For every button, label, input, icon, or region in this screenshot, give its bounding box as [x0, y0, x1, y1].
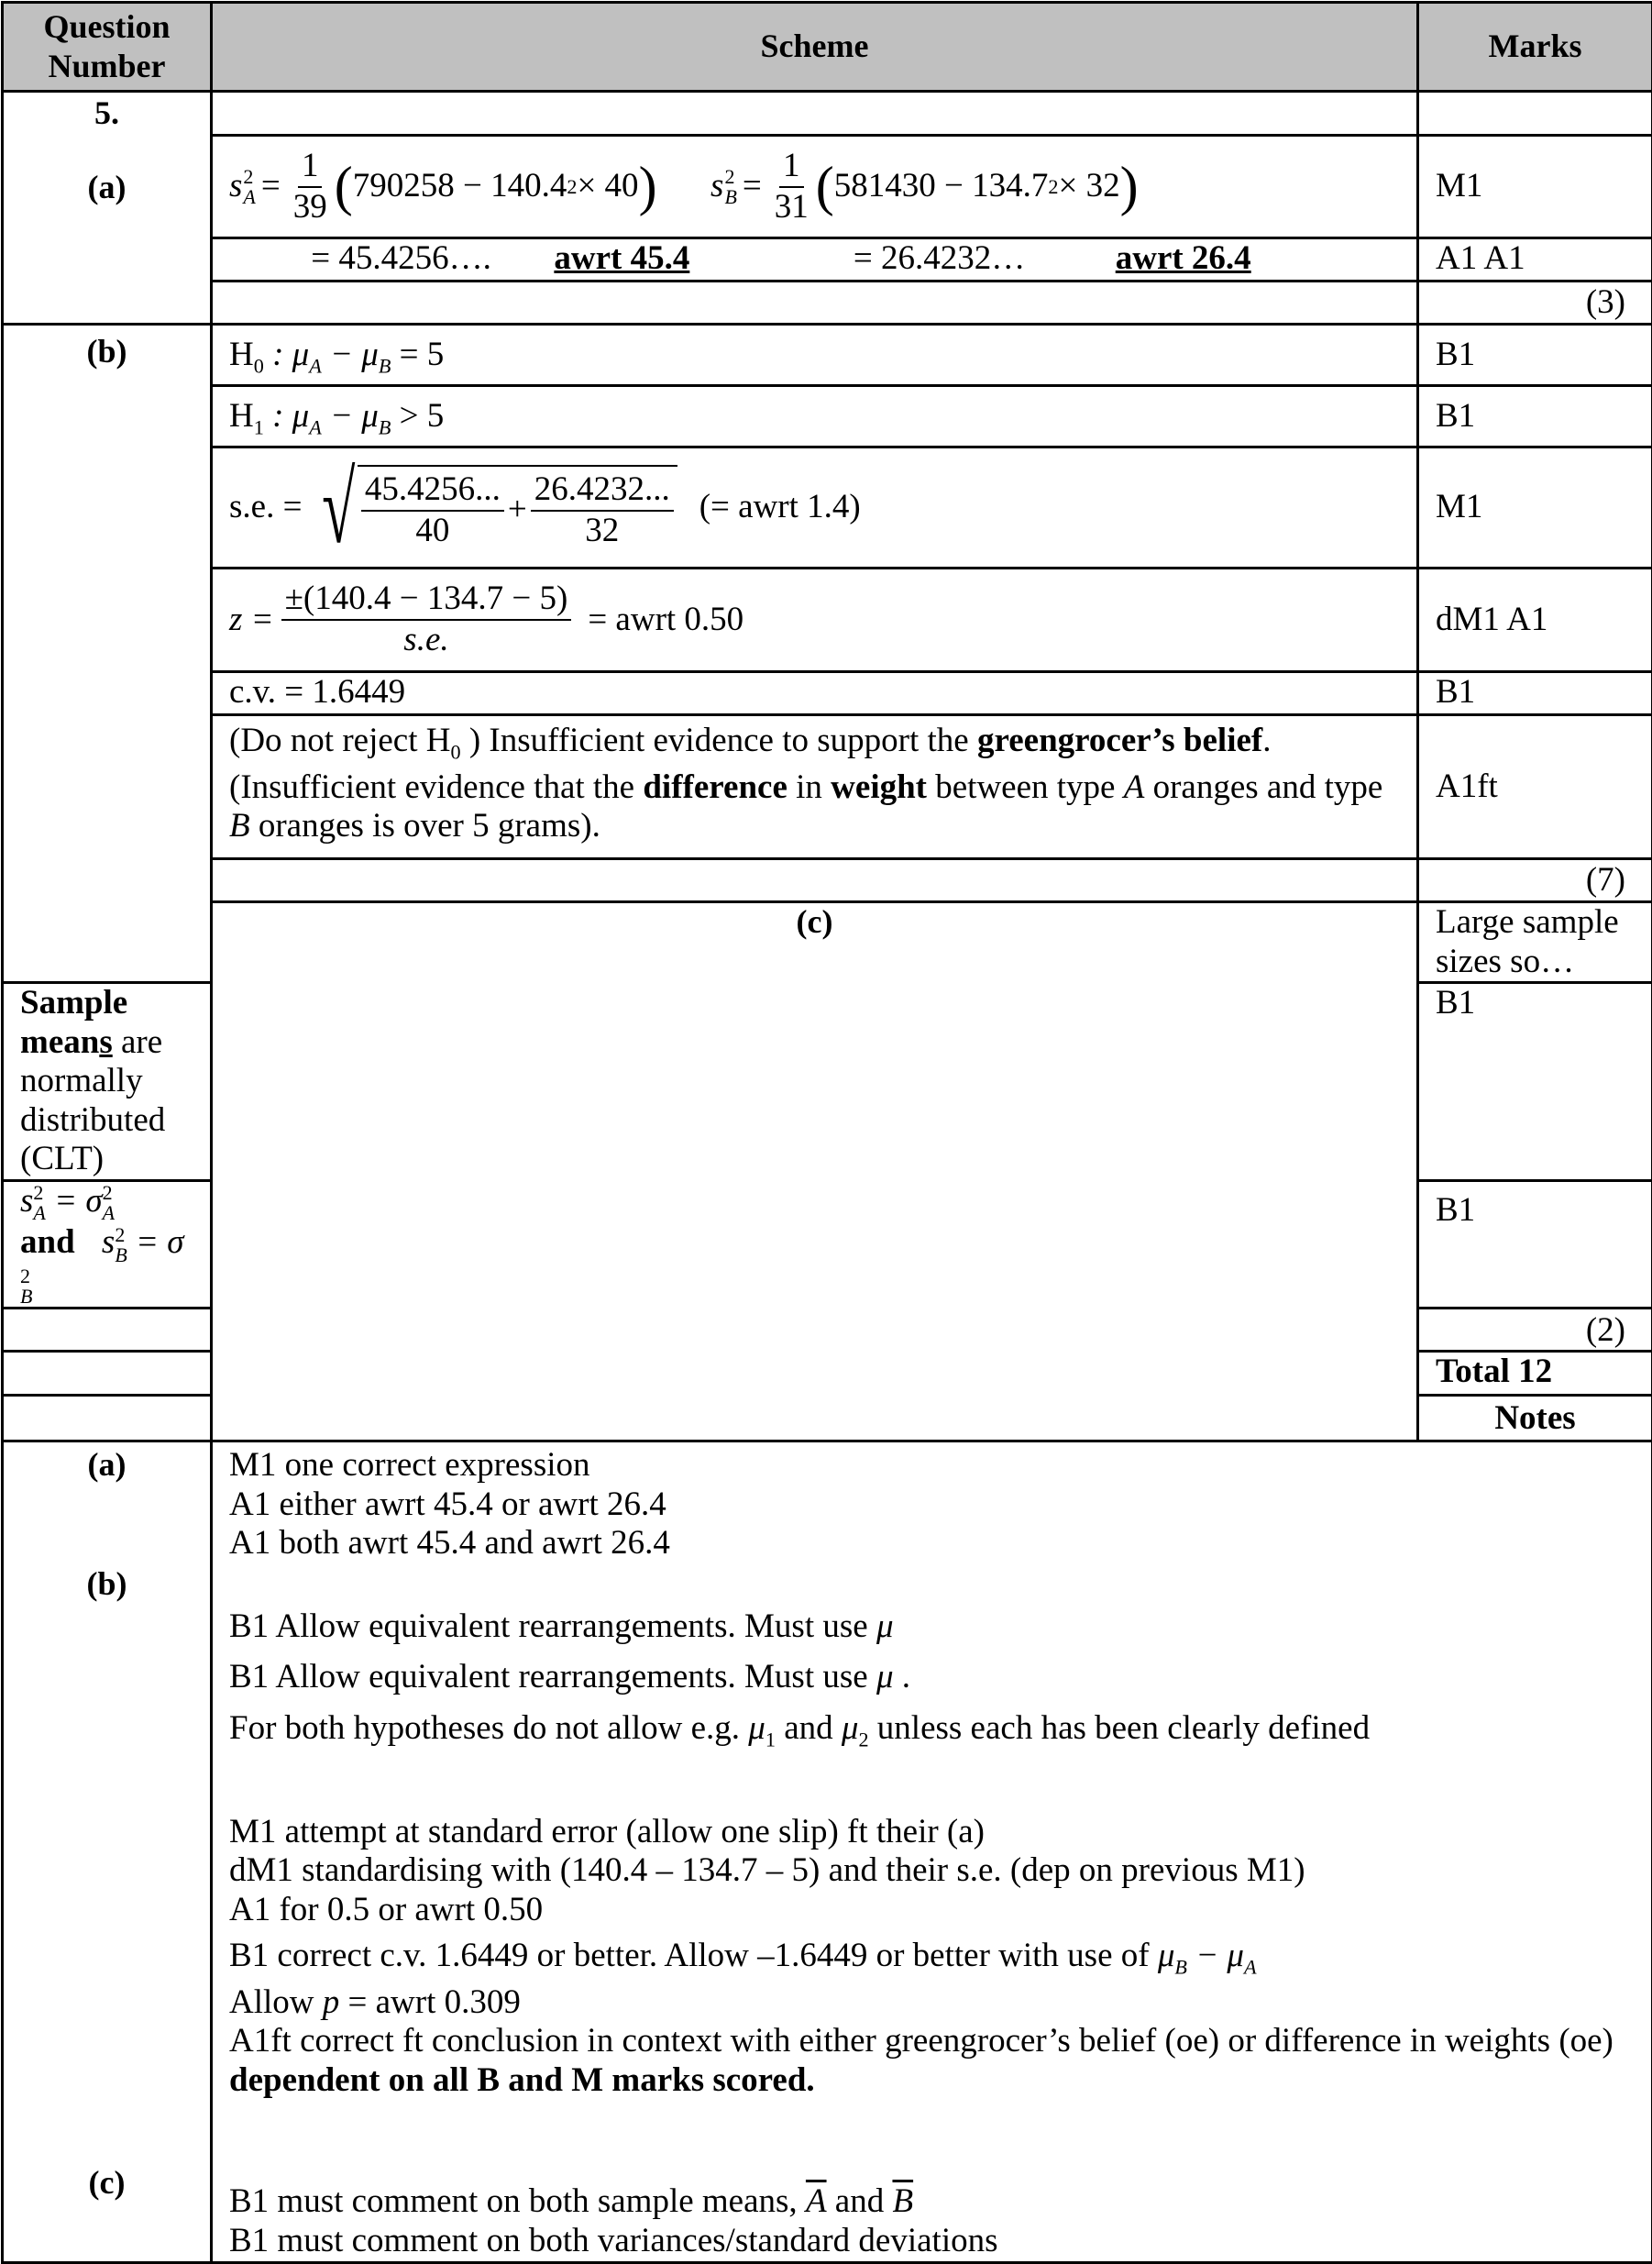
- question-label-cell: [3, 92, 212, 325]
- header-marks: Marks: [1418, 3, 1652, 92]
- part-b-subtotal: (7): [1418, 859, 1652, 902]
- marks-c-line3: B1: [1418, 1180, 1652, 1309]
- part-c-line2: Sample means are normally distributed (CLT): [3, 983, 212, 1181]
- conclusion: (Do not reject $H_0$ ) Insufficient evidence to support the greengrocer’s belief. (Insufficient evidence that the difference in weight between type A oranges and type B oranges is over 5 grams).: [212, 715, 1418, 859]
- sB-value: = 26.4232…: [854, 239, 1025, 277]
- fraction: $\frac{1}{39}$: [290, 147, 331, 226]
- part-b-label: (b): [20, 326, 193, 370]
- part-a-subtotal: (3): [1418, 282, 1652, 325]
- marks-c-line2: B1: [1418, 983, 1652, 1181]
- marks-h0: B1: [1418, 325, 1652, 386]
- marks-se: M1: [1418, 447, 1652, 569]
- sA-formula: s 2 A = $\frac{1}{39}$ ( 790258 − 140.4 2 × 40 ): [229, 147, 657, 226]
- marks-z: dM1 A1: [1418, 569, 1652, 672]
- hypothesis-h1: $H_1$ : $\mu_A - \mu_B > 5$: [212, 386, 1418, 447]
- critical-value: c.v. = 1.6449: [212, 672, 1418, 715]
- part-a-values: [212, 238, 1418, 282]
- notes-label-a: (a): [4, 1446, 210, 1484]
- notes-empty: [3, 1396, 212, 1441]
- header-scheme: Scheme: [212, 3, 1418, 92]
- question-total: Total 12: [1418, 1352, 1652, 1396]
- part-c-line3: s 2 A = σ 2 A and s 2 B = σ 2 B: [3, 1180, 212, 1309]
- notes-label-b: (b): [4, 1565, 210, 1603]
- header-row: [3, 3, 1652, 92]
- sB-awrt: awrt 26.4: [1116, 239, 1251, 277]
- part-c-subtotal: (2): [1418, 1309, 1652, 1352]
- sA-value: = 45.4256….: [311, 239, 491, 277]
- part-a-formulas: [212, 136, 1418, 238]
- question-number: 5.: [20, 93, 193, 132]
- scheme-empty: [3, 1352, 212, 1396]
- notes-labels: [3, 1441, 212, 2262]
- fraction: $\frac{1}{31}$: [771, 147, 812, 226]
- scheme-empty: [212, 92, 1418, 136]
- part-a-label: (a): [20, 132, 193, 206]
- part-c-label-cell: [212, 902, 1418, 1441]
- marks-cv: B1: [1418, 672, 1652, 715]
- standard-error: s.e. = √ $\frac{45.4256...}{40}$ + $\frac{26.4232...}{32}$ (= awrt 1.4): [212, 447, 1418, 569]
- z-statistic: z = $\frac{\pm(140.4 - 134.7 - 5)}{s.e.}$ = awrt 0.50: [212, 569, 1418, 672]
- marks-h1: B1: [1418, 386, 1652, 447]
- notes-label-c: (c): [4, 2164, 210, 2202]
- marks-a-values: A1 A1: [1418, 238, 1652, 282]
- notes-body: M1 one correct expression A1 either awrt 45.4 or awrt 26.4 A1 both awrt 45.4 and awrt 26.4 B1 Allow equivalent rearrangements. Must use μ B1 Allow equivalent rearrangements. Must use μ . For both hypotheses do not allow e.g. $\mu_1$ and $\mu_2$ unless each has been clearly defined M1 attempt at standard error (allow one slip) ft their (a) dM1 standardising with (140.4 – 134.7 – 5) and their s.e. (dep on previous M1) A1 for 0.5 or awrt 0.50 B1 correct c.v. 1.6449 or better. Allow –1.6449 or better with use of $\mu_B - \mu_A$ Allow p = awrt 0.309 A1ft correct ft conclusion in context with either greengrocer’s belief (oe) or difference in weights (oe) dependent on all B and M marks scored. B1 must comment on both sample means, $\overline{A}$ and $\overline{B}$ B1 must comment on both variances/standard deviations: [212, 1441, 1652, 2262]
- scheme-empty: [212, 282, 1418, 325]
- sA-awrt: awrt 45.4: [554, 239, 689, 277]
- part-c-label: (c): [229, 903, 1400, 941]
- square-root: √ $\frac{45.4256...}{40}$ + $\frac{26.4232...}{32}$: [311, 458, 677, 558]
- hypothesis-h0: $H_0$ : $\mu_A - \mu_B = 5$: [212, 325, 1418, 386]
- sB-formula: s 2 B = $\frac{1}{31}$ ( 581430 − 134.7 2 × 32 ): [710, 147, 1139, 226]
- scheme-empty: [3, 1309, 212, 1352]
- marks-conclusion: A1ft: [1418, 715, 1652, 859]
- part-c-line1: Large sample sizes so…: [1418, 902, 1652, 983]
- mark-scheme-table: [1, 1, 1652, 2264]
- notes-title: Notes: [1418, 1396, 1652, 1441]
- marks-empty: [1418, 92, 1652, 136]
- scheme-empty: [212, 859, 1418, 902]
- header-question-number: Question Number: [3, 3, 212, 92]
- part-b-label-cell: [3, 325, 212, 983]
- marks-a-formula: M1: [1418, 136, 1652, 238]
